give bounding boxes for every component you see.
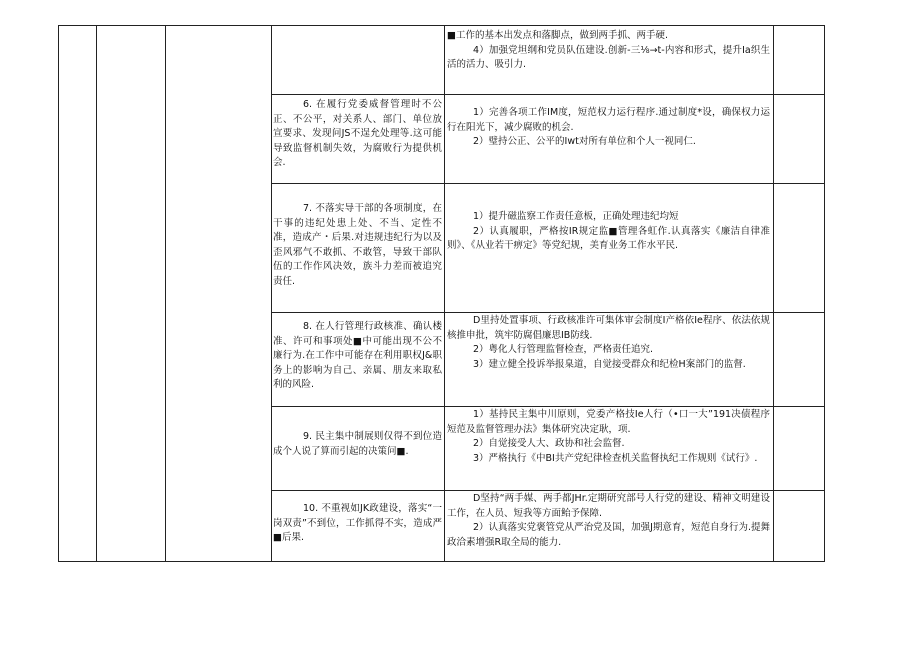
risk-cell: [273, 502, 442, 560]
measure-cell: [447, 210, 770, 311]
measure-text: 1）提升磁监察工作责任意板，正确处理违纪均短: [473, 211, 679, 222]
risk-text: 7. 不落实导干部的各项制度，在干事的违纪处患上处、不当、定性不准，造成产・后果.对违规违纪行为以及歪风邪气不敢抓、不敢管，导致干部队伍的工作作风决效，族斗力差而被追究责任.: [273, 203, 442, 287]
measure-cell: [447, 492, 770, 560]
measure-cell: [447, 29, 770, 92]
risk-control-table: [58, 25, 825, 562]
row-divider: [271, 183, 825, 184]
measure-cell: [447, 314, 770, 405]
column-divider: [773, 26, 774, 561]
risk-text: 9. 民主集中制展则仅得不到位造成个人说了算而引起的决策问■.: [273, 431, 442, 457]
measure-cell: [447, 106, 770, 182]
measure-text: 4）加强党坦纲和党员队伍建设.创新-三⅛→t-内容和形式，提升Ia织生活的活力、吸引力.: [447, 44, 770, 70]
measure-text: 2）璧持公正、公平的Iwt对所有单位和个人一视同仁.: [473, 136, 696, 147]
risk-text: 10. 不重视如JK政建设，落实“一岗双责”不到位，工作抓得不实，造成严■后果.: [273, 503, 442, 543]
row-divider: [271, 312, 825, 313]
row-divider: [271, 406, 825, 407]
column-divider: [271, 26, 272, 561]
risk-cell: [273, 430, 442, 489]
measure-text: 2）认真落实党褒管党从严治党及国，加强J期意育，短范自身行为.提舞政洽素增强R取全局的能力.: [447, 522, 770, 548]
risk-text: 6. 在履行党委威督管理时不公正、不公平，对关系人、部门、单位放宣要求、发现问JS不逞允处理等.这可能导致监督机制失效，为腐败行为提供机会.: [273, 99, 442, 168]
measure-text: 2）自觉接受人大、政协和社会监督.: [473, 438, 625, 449]
measure-text: ■工作的基本出发点和落脚点，做到两手抓、两手硬.: [447, 30, 668, 41]
measure-text: 3）严格执行《中BI共产党纪律检查机关监督执纪工作规则《试行》.: [473, 452, 758, 464]
column-divider: [96, 26, 97, 561]
measure-cell: [447, 408, 770, 489]
measure-text: 3）建立健全投诉举报臬道，自觉接受群众和纪检H案部门的监督.: [473, 358, 746, 370]
risk-cell: [273, 320, 442, 405]
row-divider: [271, 490, 825, 491]
risk-cell: [273, 202, 442, 311]
measure-text: D坚持“两手媒、两手都JHr.定期研究部号人行党的建设、精神文明建设工作，在人员、短我等方面鲐予保障.: [447, 493, 770, 519]
risk-cell: [273, 98, 442, 182]
measure-text: 2）粤化人行管理监督检查，严格责任追究.: [473, 344, 654, 355]
measure-text: 1）基持民主集中川原则，党委产格技Ie人行（•口一大”191决债程序短范及监督管理办法》集体研究决定耿，项.: [447, 409, 770, 435]
measure-text: D里持处置事项、行政核准许可集体审会制度I产格依Ie程序、依法依规核推申批，筑牢防腐倡廉思IB防线.: [447, 315, 770, 341]
risk-text: 8. 在人行管理行政核准、确认楼准、许可和事项处■中可能出现不公不廉行为.在工作中可能存在利用职权J&职务上的影响为自己、亲属、朋友来取私利的风险.: [273, 321, 442, 390]
measure-text: 1）完善各项工作IM度，短范权力运行程序.通过制度*设，确保权力运行在阳光下，减少腐败的机会.: [447, 107, 770, 133]
measure-text: 2）认真履职，严格按IR规定监■管理各虹作.认真落实《廉洁自律准则》、《从业若干痹定》等党纪规，美育业务工作水平民.: [447, 225, 770, 251]
row-divider: [271, 94, 825, 95]
column-divider: [444, 26, 445, 561]
column-divider: [165, 26, 166, 561]
